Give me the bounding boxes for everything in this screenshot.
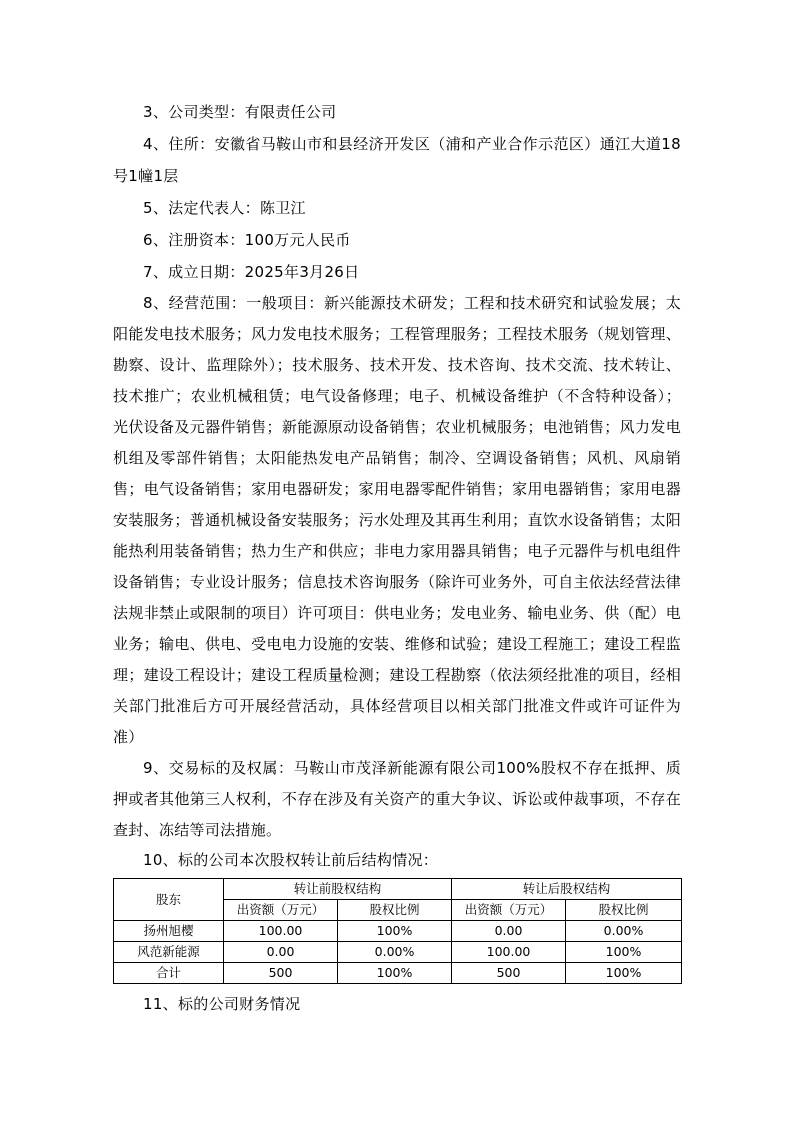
header-shareholder: 股东 — [114, 879, 224, 921]
cell-ratio-after: 100% — [566, 942, 682, 963]
cell-ratio-before: 100% — [338, 963, 452, 984]
table-header-row — [114, 879, 682, 900]
paragraph-legal-representative: 5、法定代表人：陈卫江 — [143, 199, 306, 217]
cell-shareholder: 风范新能源 — [114, 942, 224, 963]
cell-amount-before: 500 — [224, 963, 338, 984]
header-before-transfer: 转让前股权结构 — [224, 879, 452, 900]
subheader-ratio-before: 股权比例 — [338, 900, 452, 921]
paragraph-business-scope: 8、经营范围：一般项目：新兴能源技术研发；工程和技术研究和试验发展；太阳能发电技术服务；风力发电技术服务；工程管理服务；工程技术服务（规划管理、勘察、设计、监理除外）；技术服务、技术开发、技术咨询、技术交流、技术转让、技术推广；农业机械租赁；电气设备修理；电子、机械设备维护（不含特种设备）；光伏设备及元器件销售；新能源原动设备销售；农业机械服务；电池销售；风力发电机组及零部件销售；太阳能热发电产品销售；制冷、空调设备销售；风机、风扇销售；电气设备销售；家用电器研发；家用电器零配件销售；家用电器销售；家用电器安装服务；普通机械设备安装服务；污水处理及其再生利用；直饮水设备销售；太阳能热利用装备销售；热力生产和供应；非电力家用器具销售；电子元器件与机电组件设备销售；专业设计服务；信息技术咨询服务（除许可业务外，可自主依法经营法律法规非禁止或限制的项目）许可项目：供电业务；发电业务、输电业务、供（配）电业务；输电、供电、受电电力设施的安装、维修和试验；建设工程施工；建设工程监理；建设工程设计；建设工程质量检测；建设工程勘察（依法须经批准的项目，经相关部门批准后方可开展经营活动，具体经营项目以相关部门批准文件或许可证件为准） — [113, 294, 681, 746]
cell-shareholder: 合计 — [114, 963, 224, 984]
cell-shareholder: 扬州旭樱 — [114, 921, 224, 942]
equity-structure-table — [113, 878, 682, 984]
paragraph-address: 4、住所：安徽省马鞍山市和县经济开发区（浦和产业合作示范区）通江大道18号1幢1层 — [113, 135, 681, 185]
subheader-amount-after: 出资额（万元） — [452, 900, 566, 921]
cell-amount-after: 100.00 — [452, 942, 566, 963]
cell-ratio-before: 0.00% — [338, 942, 452, 963]
table-row — [114, 921, 682, 942]
document-page — [113, 96, 681, 1018]
cell-amount-before: 100.00 — [224, 921, 338, 942]
subheader-amount-before: 出资额（万元） — [224, 900, 338, 921]
cell-amount-after: 500 — [452, 963, 566, 984]
cell-ratio-after: 0.00% — [566, 921, 682, 942]
table-row — [114, 942, 682, 963]
cell-amount-after: 0.00 — [452, 921, 566, 942]
paragraph-established-date: 7、成立日期：2025年3月26日 — [143, 263, 360, 281]
cell-amount-before: 0.00 — [224, 942, 338, 963]
cell-ratio-before: 100% — [338, 921, 452, 942]
paragraph-transaction-subject: 9、交易标的及权属：马鞍山市茂泽新能源有限公司100%股权不存在抵押、质押或者其他第三人权利，不存在涉及有关资产的重大争议、诉讼或仲裁事项，不存在查封、冻结等司法措施。 — [113, 759, 681, 839]
table-total-row — [114, 963, 682, 984]
paragraph-financial-status: 11、标的公司财务情况 — [143, 995, 301, 1013]
subheader-ratio-after: 股权比例 — [566, 900, 682, 921]
header-after-transfer: 转让后股权结构 — [452, 879, 682, 900]
paragraph-registered-capital: 6、注册资本：100万元人民币 — [143, 231, 351, 249]
cell-ratio-after: 100% — [566, 963, 682, 984]
paragraph-company-type: 3、公司类型：有限责任公司 — [143, 103, 337, 121]
paragraph-table-intro: 10、标的公司本次股权转让前后结构情况： — [143, 851, 439, 869]
